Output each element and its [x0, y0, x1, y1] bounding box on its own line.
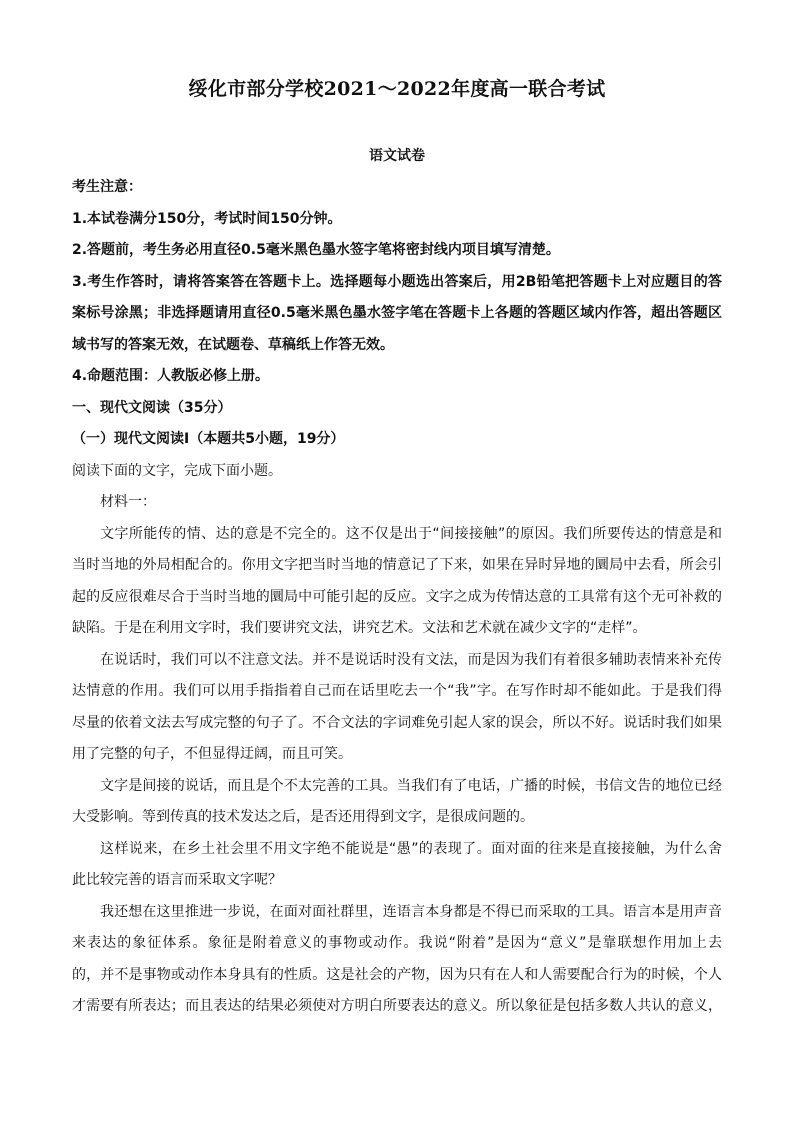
notice-heading: 考生注意： [72, 179, 142, 195]
passage-line: 用了完整的句子，不但显得迂阔，而且可笑。 [72, 746, 352, 762]
exam-title: 绥化市部分学校2021～2022年度高一联合考试 [188, 78, 606, 100]
passage-line: 我还想在这里推进一步说，在面对面社群里，连语言本身都是不得已而采取的工具。语言本是用声音 [100, 903, 722, 920]
material-label: 材料一： [100, 494, 156, 510]
notice-item-3-line-2: 案标号涂黑；非选择题请用直径0.5毫米黑色墨水签字笔在答题卡上各题的答题区域内作答，超出答题区 [72, 305, 722, 321]
passage-line: 缺陷。于是在利用文字时，我们要讲究文法，讲究艺术。文法和艺术就在减少文字的“走样”。 [72, 620, 647, 636]
passage-line: 当时当地的外局相配合的。你用文字把当时当地的情意记了下来，如果在异时异地的圜局中去看，所会引 [72, 557, 722, 573]
section-sub-heading: （一）现代文阅读Ⅰ（本题共5小题，19分） [72, 431, 345, 447]
passage-line: 文字是间接的说话，而且是个不太完善的工具。当我们有了电话，广播的时候，书信文告的地位已经 [100, 777, 722, 794]
passage-line: 才需要有所表达；而且表达的结果必须使对方明白所要表达的意义。所以象征是包括多数人共认的意义， [72, 998, 722, 1014]
passage-line: 起的反应很难尽合于当时当地的圜局中可能引起的反应。文字之成为传情达意的工具常有这个无可补救的 [72, 588, 722, 605]
passage-line: 文字所能传的情、达的意是不完全的。这不仅是出于“间接接触”的原因。我们所要传达的情意是和 [100, 525, 722, 542]
passage-line: 大受影响。等到传真的技术发达之后，是否还用得到文字，是很成问题的。 [72, 809, 534, 825]
exam-body [72, 172, 722, 1023]
passage-line: 的，并不是事物或动作本身具有的性质。这是社会的产物，因为只有在人和人需要配合行为的时候，个人 [72, 966, 722, 983]
notice-item-1: 1.本试卷满分150分，考试时间150分钟。 [72, 210, 342, 227]
passage-line: 这样说来，在乡土社会里不用文字绝不能说是“愚”的表现了。面对面的往来是直接接触，为什么舍 [100, 840, 722, 857]
exam-subtitle: 语文试卷 [369, 148, 425, 164]
notice-item-4: 4.命题范围：人教版必修上册。 [72, 368, 270, 384]
passage-line: 来表达的象征体系。象征是附着意义的事物或动作。我说“附着”是因为“意义”是靠联想作用加上去 [72, 935, 722, 951]
notice-item-2: 2.答题前，考生务必用直径0.5毫米黑色墨水签字笔将密封线内项目填写清楚。 [72, 242, 560, 258]
passage-line: 达情意的作用。我们可以用手指指着自己而在话里吃去一个“我”字。在写作时却不能如此。于是我们得 [72, 683, 722, 699]
section-heading: 一、现代文阅读（35分） [72, 399, 232, 416]
passage-line: 在说话时，我们可以不注意文法。并不是说话时没有文法，而是因为我们有着很多辅助表情来补充传 [100, 651, 722, 668]
notice-item-3-line-3: 域书写的答案无效，在试题卷、草稿纸上作答无效。 [72, 336, 394, 353]
notice-item-3-line-1: 3.考生作答时，请将答案答在答题卡上。选择题每小题选出答案后，用2B铅笔把答题卡上对应题目的答 [72, 273, 722, 290]
section-instruction: 阅读下面的文字，完成下面小题。 [72, 462, 282, 479]
passage-line: 此比较完善的语言而采取文字呢？ [72, 872, 282, 888]
passage-line: 尽量的依着文法去写成完整的句子了。不合文法的字词难免引起人家的误会，所以不好。说话时我们如果 [72, 714, 722, 731]
